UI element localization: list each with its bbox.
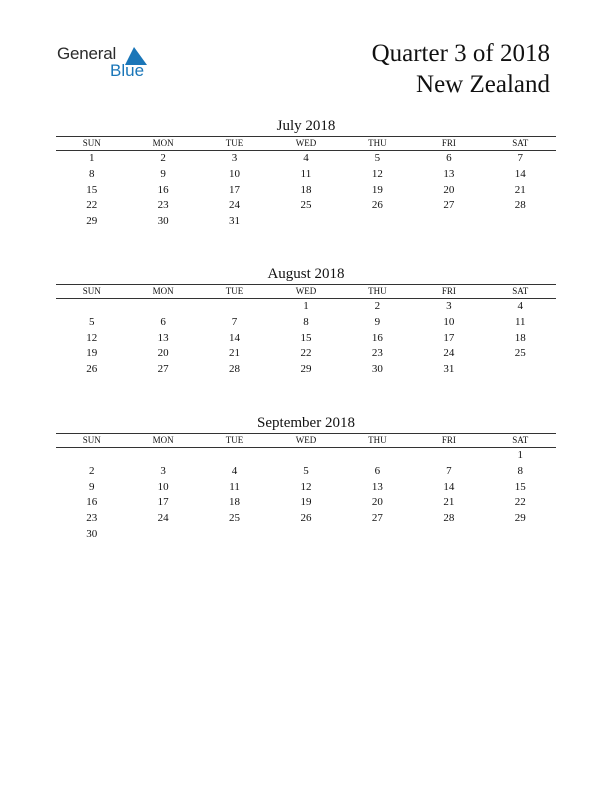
- day-cell: [56, 299, 127, 315]
- week-row: [56, 448, 556, 464]
- day-cell: 21: [229, 347, 241, 360]
- day-cell: [270, 527, 341, 543]
- country-title: New Zealand: [416, 71, 550, 98]
- weekday-header: MON: [127, 434, 198, 448]
- weekday-header: TUE: [199, 285, 270, 299]
- day-cell: 1: [88, 152, 95, 164]
- day-cell: 27: [157, 363, 169, 376]
- day-cell: [127, 448, 198, 464]
- day-cell: 10: [229, 167, 241, 180]
- day-cell: 20: [157, 347, 169, 360]
- month-title: September 2018: [257, 415, 355, 431]
- weekday-header: SUN: [56, 434, 127, 448]
- weekday-header: FRI: [413, 137, 484, 151]
- day-cell: 19: [300, 496, 312, 509]
- day-cell: 17: [157, 496, 169, 509]
- day-cell: 23: [157, 199, 169, 212]
- day-cell: 12: [300, 480, 312, 493]
- weekday-header: WED: [270, 285, 341, 299]
- week-row: [56, 362, 556, 378]
- day-cell: [127, 299, 198, 315]
- day-cell: 2: [160, 152, 166, 164]
- logo-text-general: General: [57, 44, 117, 63]
- weekday-header: SAT: [485, 285, 556, 299]
- week-row: [56, 480, 556, 496]
- day-cell: 5: [88, 315, 95, 328]
- day-cell: 4: [231, 464, 238, 477]
- day-cell: 24: [157, 512, 169, 525]
- day-cell: [413, 448, 484, 464]
- day-cell: 15: [514, 480, 526, 493]
- calendar-grid: [56, 136, 556, 230]
- day-cell: 13: [157, 331, 169, 344]
- day-cell: 25: [300, 199, 312, 212]
- day-cell: 13: [371, 480, 383, 493]
- calendar-grid: [56, 433, 556, 543]
- day-cell: 24: [229, 199, 241, 212]
- weekday-header: SUN: [56, 285, 127, 299]
- weekday-header: THU: [342, 285, 413, 299]
- day-cell: 11: [300, 167, 312, 180]
- week-row: [56, 331, 556, 347]
- day-cell: 26: [371, 199, 383, 212]
- weekday-header: SAT: [485, 137, 556, 151]
- weekday-header: WED: [270, 434, 341, 448]
- day-cell: 3: [160, 464, 166, 477]
- weekday-header: FRI: [413, 434, 484, 448]
- day-cell: [485, 527, 556, 543]
- day-cell: 6: [160, 315, 166, 328]
- day-cell: 11: [514, 315, 526, 328]
- quarter-title: Quarter 3 of 2018: [371, 40, 550, 67]
- day-cell: 22: [300, 347, 312, 360]
- day-cell: 11: [229, 480, 240, 493]
- month-calendar-september: [56, 413, 556, 543]
- day-cell: 10: [157, 480, 169, 493]
- day-cell: 16: [86, 496, 98, 509]
- day-cell: [270, 448, 341, 464]
- day-cell: [199, 527, 270, 543]
- weekday-header: WED: [270, 137, 341, 151]
- day-cell: 28: [229, 363, 241, 376]
- day-cell: 3: [231, 152, 238, 164]
- day-cell: 29: [300, 363, 312, 376]
- day-cell: 23: [371, 347, 383, 360]
- day-cell: 22: [86, 199, 98, 212]
- day-cell: 18: [514, 331, 526, 344]
- week-row: [56, 511, 556, 527]
- day-cell: 5: [374, 152, 381, 164]
- day-cell: [485, 362, 556, 378]
- day-cell: 2: [374, 300, 381, 312]
- weekday-header: TUE: [199, 137, 270, 151]
- day-cell: 22: [514, 496, 526, 509]
- week-row: [56, 183, 556, 199]
- day-cell: 18: [300, 183, 312, 196]
- day-cell: 1: [517, 449, 524, 461]
- weekday-header: TUE: [199, 434, 270, 448]
- day-cell: [342, 448, 413, 464]
- weekday-header: MON: [127, 137, 198, 151]
- weekday-header: SUN: [56, 137, 127, 151]
- day-cell: 7: [446, 464, 452, 477]
- day-cell: 5: [303, 464, 309, 477]
- day-cell: [342, 214, 413, 230]
- day-cell: 7: [517, 152, 524, 164]
- week-row: [56, 299, 556, 315]
- day-cell: [413, 214, 484, 230]
- month-title: July 2018: [276, 118, 336, 134]
- day-cell: 28: [443, 512, 455, 525]
- day-cell: 12: [86, 331, 98, 344]
- week-row: [56, 315, 556, 331]
- day-cell: 8: [303, 315, 309, 328]
- day-cell: [199, 299, 270, 315]
- day-cell: 19: [371, 183, 383, 196]
- weekday-header: SAT: [485, 434, 556, 448]
- day-cell: 8: [88, 167, 95, 180]
- day-cell: 31: [443, 363, 455, 376]
- generalblue-logo: [57, 44, 157, 84]
- day-cell: 30: [86, 527, 98, 540]
- day-cell: 17: [443, 331, 455, 344]
- week-row: [56, 495, 556, 511]
- day-cell: 21: [514, 183, 526, 196]
- weekday-header: THU: [342, 434, 413, 448]
- weekday-header-row: [56, 434, 556, 448]
- day-cell: 30: [157, 215, 169, 228]
- weekday-header-row: [56, 137, 556, 151]
- day-cell: 27: [443, 199, 455, 212]
- day-cell: [127, 527, 198, 543]
- day-cell: 29: [86, 215, 98, 228]
- week-row: [56, 151, 556, 167]
- day-cell: 9: [88, 480, 95, 493]
- day-cell: 31: [229, 215, 241, 228]
- day-cell: [270, 214, 341, 230]
- day-cell: 24: [443, 347, 455, 360]
- day-cell: 9: [160, 167, 166, 180]
- day-cell: 6: [446, 152, 452, 164]
- day-cell: 15: [300, 331, 312, 344]
- day-cell: 1: [303, 300, 309, 312]
- day-cell: 29: [514, 512, 526, 525]
- day-cell: 18: [229, 496, 241, 509]
- weekday-header: MON: [127, 285, 198, 299]
- day-cell: 14: [514, 167, 526, 180]
- weekday-header: THU: [342, 137, 413, 151]
- day-cell: 20: [443, 183, 455, 196]
- day-cell: 3: [446, 300, 452, 312]
- page-title: [372, 38, 550, 100]
- day-cell: 10: [443, 315, 455, 328]
- day-cell: 12: [371, 167, 383, 180]
- day-cell: 8: [517, 464, 524, 477]
- day-cell: 19: [86, 347, 98, 360]
- week-row: [56, 198, 556, 214]
- month-title: August 2018: [267, 266, 345, 282]
- week-row: [56, 527, 556, 543]
- day-cell: 4: [303, 152, 309, 164]
- day-cell: 15: [86, 183, 98, 196]
- week-row: [56, 214, 556, 230]
- day-cell: 14: [229, 331, 241, 344]
- day-cell: 2: [88, 464, 95, 477]
- month-calendar-july: [56, 116, 556, 230]
- day-cell: [199, 448, 270, 464]
- day-cell: 16: [371, 331, 383, 344]
- day-cell: 28: [514, 199, 526, 212]
- week-row: [56, 346, 556, 362]
- day-cell: [342, 527, 413, 543]
- day-cell: 7: [231, 315, 238, 328]
- week-row: [56, 167, 556, 183]
- day-cell: 6: [374, 464, 381, 477]
- week-row: [56, 464, 556, 480]
- day-cell: 25: [514, 347, 526, 360]
- day-cell: [56, 448, 127, 464]
- day-cell: [485, 214, 556, 230]
- day-cell: 4: [517, 300, 524, 312]
- day-cell: 13: [443, 167, 455, 180]
- month-calendar-august: [56, 264, 556, 378]
- day-cell: 27: [371, 512, 383, 525]
- day-cell: 16: [157, 183, 169, 196]
- day-cell: 21: [443, 496, 455, 509]
- day-cell: 26: [86, 363, 98, 376]
- weekday-header: FRI: [413, 285, 484, 299]
- logo-text-blue: Blue: [110, 61, 145, 80]
- day-cell: 20: [371, 496, 383, 509]
- day-cell: 25: [229, 512, 241, 525]
- day-cell: 14: [443, 480, 455, 493]
- weekday-header-row: [56, 285, 556, 299]
- day-cell: 30: [371, 363, 383, 376]
- day-cell: [413, 527, 484, 543]
- day-cell: 26: [300, 512, 312, 525]
- calendar-grid: [56, 284, 556, 378]
- day-cell: 17: [229, 183, 241, 196]
- day-cell: 9: [374, 315, 381, 328]
- day-cell: 23: [86, 512, 98, 525]
